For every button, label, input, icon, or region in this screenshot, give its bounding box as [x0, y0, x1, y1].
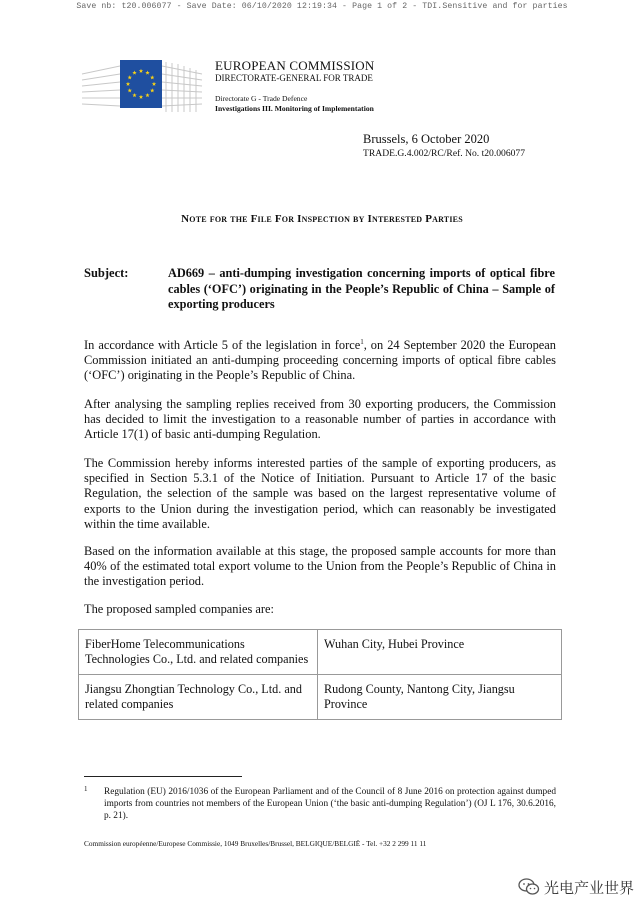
- reference-number: TRADE.G.4.002/RC/Ref. No. t20.006077: [363, 148, 526, 159]
- paragraph-1-end: , on 24 September 2020 the European Commission initiated an anti-dumping proceeding concerning imports of optical fibre cables (‘OFC’) originating in the People’s Republic of China.: [84, 338, 556, 383]
- save-stamp: Save nb: t20.006077 - Save Date: 06/10/2020 12:19:34 - Page 1 of 2 - TDI.Sensitive and for parties: [76, 2, 568, 11]
- paragraph-1: [84, 338, 556, 384]
- page-footer: Commission européenne/Europese Commissie, 1049 Bruxelles/Brussel, BELGIQUE/BELGIË - Tel. +32 2 299 11 11: [84, 839, 427, 848]
- unit-name: Investigations III. Monitoring of Implementation: [215, 104, 374, 113]
- company-name-cell: FiberHome Telecommunications Technologies Co., Ltd. and related companies: [79, 630, 318, 675]
- paragraph-2: After analysing the sampling replies received from 30 exporting producers, the Commission has decided to limit the investigation to a reasonable number of parties in accordance with Article 17(1) of basic anti-dumping Regulation.: [84, 397, 556, 442]
- directorate: Directorate G - Trade Defence: [215, 94, 308, 103]
- footnote-text: Regulation (EU) 2016/1036 of the European Parliament and of the Council of 8 June 2016 on protection against dumped imports from countries not members of the European Union (‘the basic anti-dumping Regulation’) (OJ L 176, 30.6.2016, p. 21).: [104, 787, 556, 822]
- company-location-cell: Wuhan City, Hubei Province: [318, 630, 562, 675]
- note-title: Note for the File For Inspection by Interested Parties: [181, 213, 463, 225]
- watermark-text: 光电产业世界: [544, 878, 635, 897]
- footnote-divider: [84, 776, 242, 777]
- table-row: [79, 675, 562, 720]
- table-row: [79, 630, 562, 675]
- sampled-companies-table: [78, 629, 562, 720]
- organization-name: EUROPEAN COMMISSION: [215, 58, 375, 73]
- footnote-number: 1: [84, 785, 88, 793]
- paragraph-1-start: In accordance with Article 5 of the legislation in force: [84, 338, 361, 352]
- wechat-icon: [518, 878, 540, 896]
- paragraph-5: The proposed sampled companies are:: [84, 602, 274, 616]
- subject-text: AD669 – anti-dumping investigation concerning imports of optical fibre cables (‘OFC’) originating in the People’s Republic of China – Sample of exporting producers: [168, 266, 555, 311]
- company-location-cell: Rudong County, Nantong City, Jiangsu Province: [318, 675, 562, 720]
- paragraph-4: Based on the information available at this stage, the proposed sample accounts for more than 40% of the estimated total export volume to the Union from the People’s Republic of China in the investigation period.: [84, 544, 556, 589]
- footnote-reference: 1: [360, 337, 364, 346]
- company-name-cell: Jiangsu Zhongtian Technology Co., Ltd. and related companies: [79, 675, 318, 720]
- wechat-watermark: [518, 876, 634, 898]
- paragraph-3: The Commission hereby informs interested parties of the sample of exporting producers, as specified in Section 5.3.1 of the Notice of Initiation. Pursuant to Article 17 of the basic Regulation, the selection of the sample was based on the largest representative volume of exports to the Union during the investigation period, which can reasonably be investigated within the time available.: [84, 456, 556, 531]
- subject-label: Subject:: [84, 266, 129, 280]
- directorate-general: DIRECTORATE-GENERAL FOR TRADE: [215, 73, 373, 83]
- european-commission-logo: [80, 52, 204, 116]
- place-date: Brussels, 6 October 2020: [363, 132, 490, 146]
